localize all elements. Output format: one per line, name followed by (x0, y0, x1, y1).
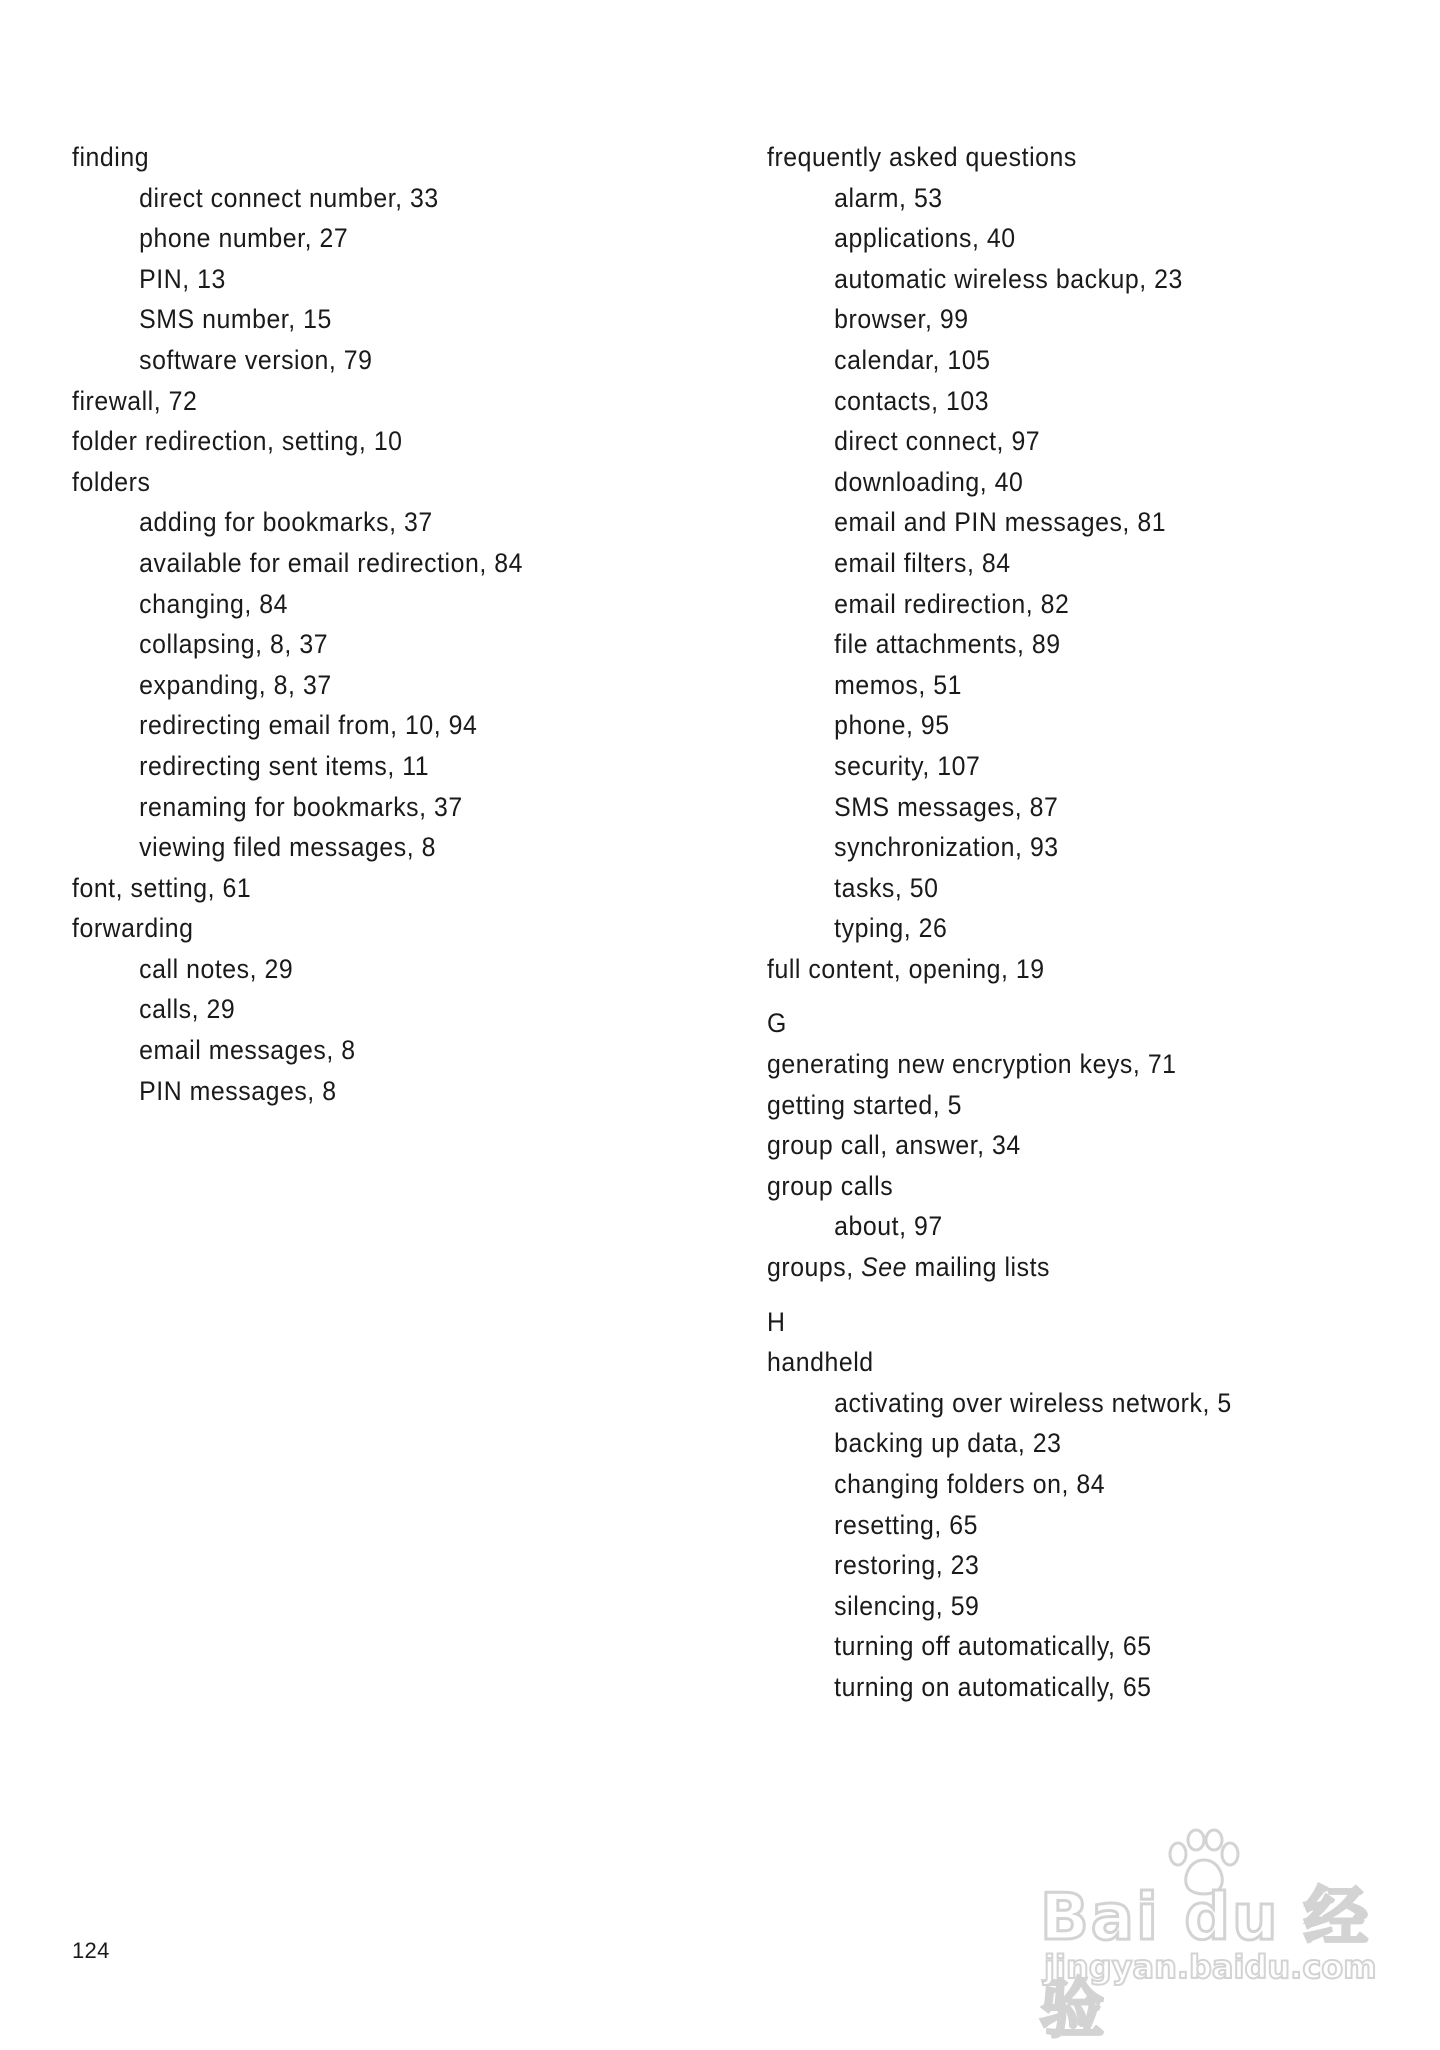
index-subentry: backing up data, 23 (834, 1428, 1062, 1459)
index-subentry: call notes, 29 (139, 953, 294, 984)
index-subentry: SMS messages, 87 (834, 791, 1059, 822)
index-subentry: email filters, 84 (834, 547, 1011, 578)
index-entry: folder redirection, setting, 10 (72, 426, 403, 457)
index-subentry: file attachments, 89 (834, 629, 1061, 660)
index-subentry: redirecting sent items, 11 (139, 750, 430, 781)
index-subentry: redirecting email from, 10, 94 (139, 710, 478, 741)
index-subentry: contacts, 103 (834, 385, 990, 416)
index-subentry: automatic wireless backup, 23 (834, 263, 1183, 294)
index-subentry: downloading, 40 (834, 466, 1024, 497)
index-entry: group call, answer, 34 (767, 1130, 1021, 1161)
index-subentry: about, 97 (834, 1211, 943, 1242)
index-subentry: viewing filed messages, 8 (139, 832, 437, 863)
watermark-url: jingyan.baidu.com (1044, 1948, 1377, 1986)
index-subentry: email redirection, 82 (834, 588, 1070, 619)
index-entry: handheld (767, 1347, 874, 1378)
index-subentry: calendar, 105 (834, 344, 991, 375)
index-subentry: restoring, 23 (834, 1550, 980, 1581)
index-subentry: collapsing, 8, 37 (139, 629, 329, 660)
index-subentry: SMS number, 15 (139, 304, 332, 335)
index-subentry: synchronization, 93 (834, 832, 1059, 863)
index-subentry: memos, 51 (834, 669, 962, 700)
index-entry: frequently asked questions (767, 142, 1077, 172)
index-subentry: turning off automatically, 65 (834, 1631, 1152, 1662)
baidu-jingyan-watermark (1040, 1820, 1380, 2047)
index-subentry: available for email redirection, 84 (139, 547, 524, 578)
index-subentry: direct connect number, 33 (139, 182, 439, 213)
index-entry: group calls (767, 1170, 894, 1201)
index-subentry: adding for bookmarks, 37 (139, 507, 433, 538)
index-column-left (72, 137, 692, 1111)
index-entry: firewall, 72 (72, 385, 198, 416)
index-subentry: PIN, 13 (139, 263, 226, 294)
index-entry: full content, opening, 19 (767, 953, 1045, 984)
index-subentry: changing folders on, 84 (834, 1469, 1106, 1499)
index-subentry: browser, 99 (834, 304, 969, 335)
index-entry: forwarding (72, 913, 194, 944)
index-entry: folders (72, 466, 151, 497)
index-subentry: security, 107 (834, 750, 981, 781)
index-subentry: turning on automatically, 65 (834, 1671, 1152, 1702)
page-number: 124 (72, 1938, 110, 1963)
index-subentry: renaming for bookmarks, 37 (139, 791, 463, 822)
index-subentry: tasks, 50 (834, 872, 939, 903)
index-subentry: calls, 29 (139, 994, 236, 1025)
index-subentry: changing, 84 (139, 588, 289, 619)
index-entry: groups, See mailing lists (767, 1252, 1051, 1283)
index-column-right (767, 137, 1407, 1708)
watermark-logo-text: Bai du 经验 (1040, 1881, 1370, 2047)
index-letter-heading: H (767, 1306, 786, 1337)
index-entry: font, setting, 61 (72, 872, 252, 903)
index-entry: getting started, 5 (767, 1089, 962, 1120)
index-subentry: email messages, 8 (139, 1035, 356, 1066)
index-entry: generating new encryption keys, 71 (767, 1049, 1177, 1080)
index-subentry: activating over wireless network, 5 (834, 1387, 1232, 1418)
index-subentry: silencing, 59 (834, 1590, 980, 1621)
index-subentry: resetting, 65 (834, 1509, 979, 1540)
index-letter-heading: G (767, 1008, 787, 1039)
index-subentry: PIN messages, 8 (139, 1075, 337, 1106)
index-subentry: direct connect, 97 (834, 426, 1041, 457)
index-subentry: phone number, 27 (139, 223, 349, 254)
index-subentry: expanding, 8, 37 (139, 669, 332, 700)
index-subentry: typing, 26 (834, 913, 948, 944)
index-subentry: applications, 40 (834, 223, 1016, 254)
index-subentry: phone, 95 (834, 710, 950, 741)
index-subentry: software version, 79 (139, 344, 373, 375)
index-entry: finding (72, 142, 150, 172)
index-subentry: email and PIN messages, 81 (834, 507, 1167, 538)
index-subentry: alarm, 53 (834, 182, 943, 213)
